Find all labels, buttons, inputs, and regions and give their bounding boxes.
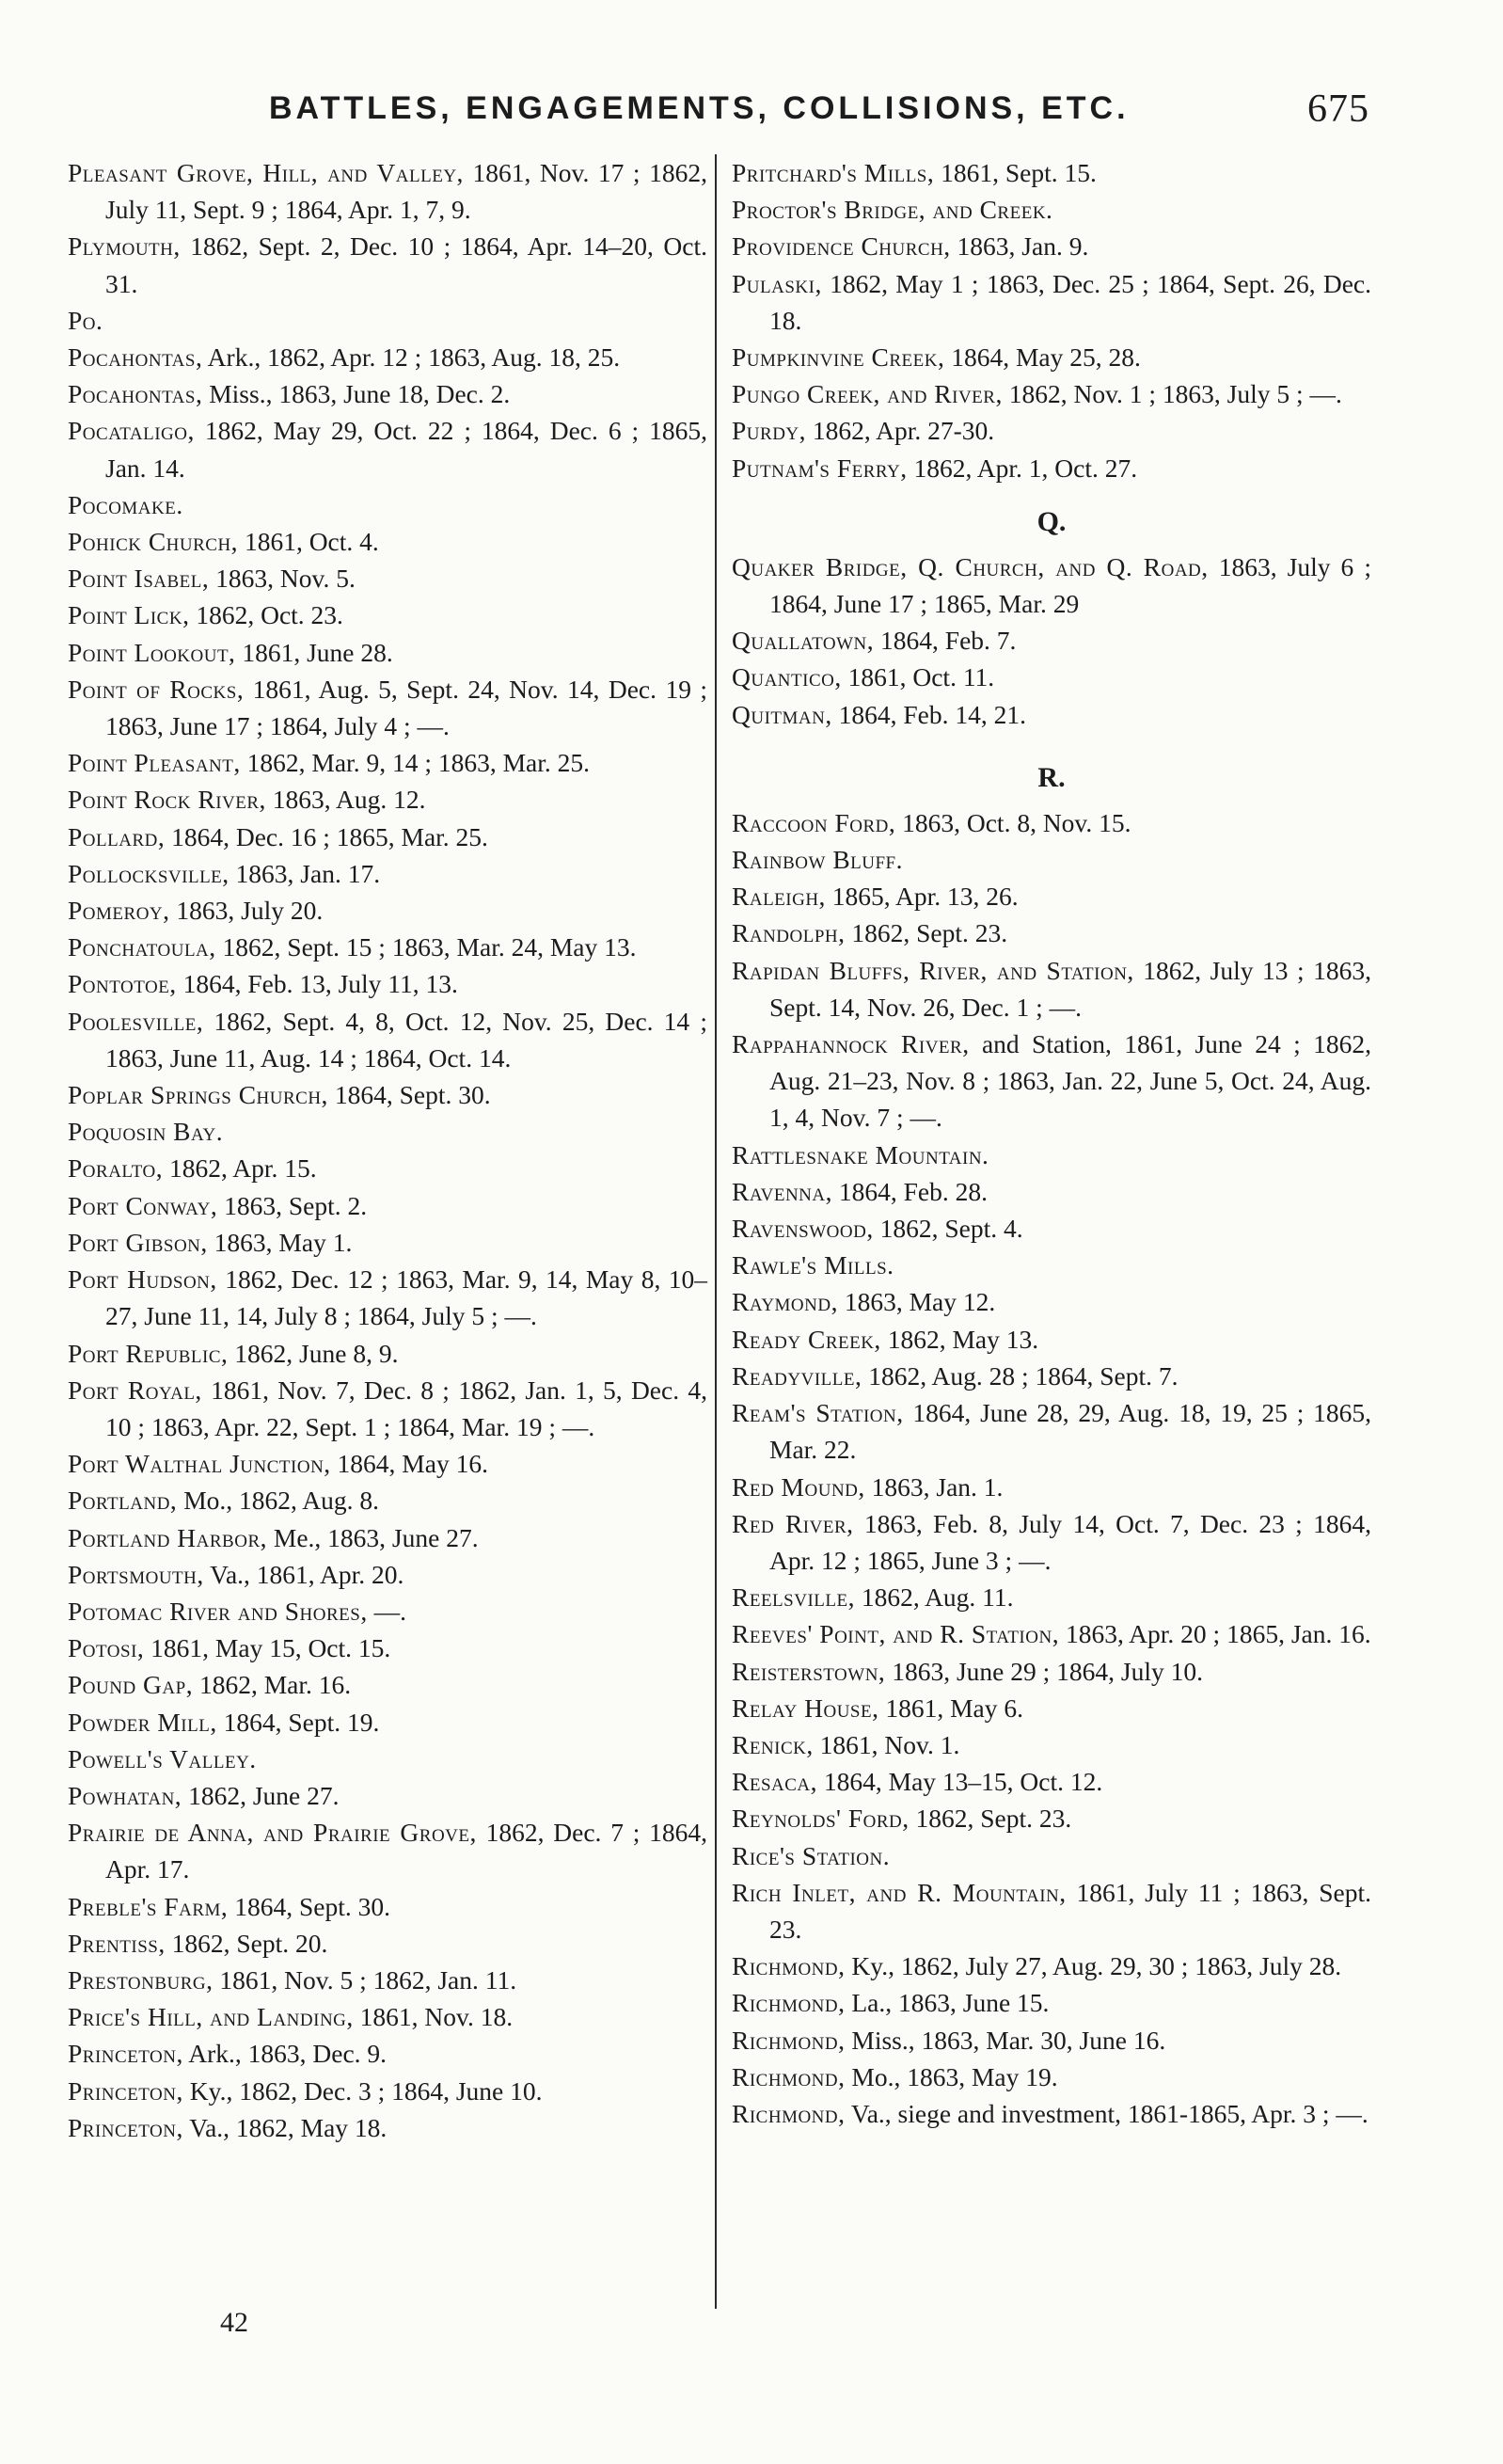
place-name: Rattlesnake Mountain. <box>732 1139 989 1169</box>
column-divider <box>715 154 717 2309</box>
entry-dates: 1861, Nov. 18. <box>353 2002 514 2032</box>
entry-dates: 1862, Apr. 1, Oct. 27. <box>907 453 1138 483</box>
entry-dates: 1863, Jan. 17. <box>229 858 381 888</box>
index-entry <box>68 596 707 633</box>
place-name: Poolesville, <box>68 1006 204 1036</box>
entry-dates: 1862, Aug. 28 ; 1864, Sept. 7. <box>862 1360 1179 1391</box>
index-entry <box>732 1358 1371 1394</box>
place-name: Potosi, <box>68 1633 145 1663</box>
place-name: Powell's Valley. <box>68 1743 257 1773</box>
index-entry <box>68 560 707 596</box>
entry-dates: 1862, Sept. 4. <box>873 1214 1023 1244</box>
place-name: Point Isabel, <box>68 564 210 594</box>
entries-q <box>732 548 1371 733</box>
index-entry <box>68 154 707 228</box>
index-entry <box>732 548 1371 622</box>
entry-dates: 1862, Oct. 23. <box>189 600 343 630</box>
index-entry <box>732 339 1371 375</box>
place-name: Princeton, <box>68 2039 183 2069</box>
entry-dates: 1861, Nov. 5 ; 1862, Jan. 11. <box>213 1964 517 1995</box>
entry-dates: Miss., 1863, Mar. 30, June 16. <box>845 2025 1166 2055</box>
page-number: 675 <box>1307 87 1369 131</box>
place-name: Port Royal, <box>68 1375 202 1405</box>
entry-dates: 1861, July 11 ; 1863, Sept. 23. <box>769 1877 1371 1944</box>
index-entry <box>68 855 707 892</box>
entry-dates: Ark., 1862, Apr. 12 ; 1863, Aug. 18, 25. <box>202 342 621 373</box>
place-name: Point Lookout, <box>68 637 236 667</box>
entry-dates: Va., 1861, Apr. 20. <box>203 1559 404 1589</box>
place-name: Ravenswood, <box>732 1214 874 1244</box>
index-entry <box>68 634 707 671</box>
place-name: Potomac River and Shores, <box>68 1596 368 1626</box>
index-entry <box>68 1704 707 1741</box>
index-entry <box>68 965 707 1002</box>
place-name: Poralto, <box>68 1153 164 1184</box>
index-entry <box>732 1469 1371 1505</box>
entry-dates: 1861, Oct. 4. <box>238 527 379 557</box>
place-name: Ravenna, <box>732 1176 832 1206</box>
place-name: Red River, <box>732 1508 854 1538</box>
entry-dates: 1862, Sept. 23. <box>909 1804 1072 1834</box>
entry-dates: 1862, July 13 ; 1863, Sept. 14, Nov. 26, Dec. 1 ; —. <box>769 955 1371 1022</box>
index-entry <box>732 1025 1371 1137</box>
entry-dates: La., 1863, June 15. <box>845 1988 1050 2018</box>
place-name: Ream's Station, <box>732 1398 904 1428</box>
place-name: Point Lick, <box>68 600 190 630</box>
index-entry <box>68 1150 707 1186</box>
entry-dates: 1864, May 16. <box>330 1449 488 1479</box>
index-entry <box>732 1173 1371 1210</box>
entry-dates: Va., 1862, May 18. <box>182 2112 388 2142</box>
index-entry <box>732 450 1371 486</box>
entry-dates: 1863, July 20. <box>169 896 324 926</box>
place-name: Rapidan Bluffs, River, and Station, <box>732 955 1134 985</box>
place-name: Red Mound, <box>732 1471 865 1502</box>
index-entry <box>68 1888 707 1925</box>
index-entry <box>68 1113 707 1150</box>
place-name: Richmond, <box>732 1951 846 1981</box>
index-entry <box>732 1763 1371 1800</box>
entry-dates: 1863, Jan. 9. <box>950 231 1089 262</box>
entry-dates: Va., siege and investment, 1861-1865, Apr. 3 ; —. <box>845 2098 1369 2128</box>
index-entry <box>68 2109 707 2146</box>
index-entry <box>68 1076 707 1113</box>
index-entry <box>732 1947 1371 1984</box>
place-name: Point Rock River, <box>68 785 266 815</box>
place-name: Reynolds' Ford, <box>732 1804 910 1834</box>
entry-dates: 1863, June 29 ; 1864, July 10. <box>885 1656 1203 1686</box>
entry-dates: 1862, Apr. 27-30. <box>806 416 995 446</box>
place-name: Port Walthal Junction, <box>68 1449 331 1479</box>
place-name: Portsmouth, <box>68 1559 204 1589</box>
place-name: Pomeroy, <box>68 896 170 926</box>
entry-dates: 1864, May 13–15, Oct. 12. <box>817 1767 1103 1797</box>
index-entry <box>732 1653 1371 1690</box>
place-name: Richmond, <box>732 1988 846 2018</box>
place-name: Quallatown, <box>732 626 875 656</box>
place-name: Putnam's Ferry, <box>732 453 908 483</box>
place-name: Rawle's Mills. <box>732 1250 894 1280</box>
entry-dates: 1863, Apr. 20 ; 1865, Jan. 16. <box>1059 1619 1371 1649</box>
index-entry <box>732 154 1371 191</box>
entry-dates: 1862, Dec. 12 ; 1863, Mar. 9, 14, May 8, 10–27, June 11, 14, July 8 ; 1864, July 5 ; —. <box>105 1264 708 1331</box>
index-entry <box>68 1814 707 1887</box>
place-name: Pritchard's Mills, <box>732 158 935 187</box>
entry-dates: —. <box>367 1596 406 1626</box>
place-name: Rice's Station. <box>732 1840 891 1870</box>
entry-dates: 1864, Sept. 30. <box>327 1080 491 1110</box>
place-name: Pocahontas, <box>68 342 203 373</box>
place-name: Powder Mill, <box>68 1707 217 1737</box>
entry-dates: 1864, Dec. 16 ; 1865, Mar. 25. <box>165 821 488 851</box>
place-name: Preble's Farm, <box>68 1891 229 1921</box>
entry-dates: 1861, Sept. 15. <box>934 158 1097 187</box>
place-name: Poquosin Bay. <box>68 1117 224 1147</box>
index-entry <box>68 523 707 560</box>
place-name: Pocataligo, <box>68 416 195 446</box>
entry-dates: 1862, Sept. 4, 8, Oct. 12, Nov. 25, Dec. 14 ; 1863, June 11, Aug. 14 ; 1864, Oct. 14. <box>105 1006 707 1073</box>
place-name: Port Gibson, <box>68 1227 208 1257</box>
index-entry <box>68 1261 707 1334</box>
section-letter-q: Q. <box>1036 505 1067 537</box>
place-name: Port Hudson, <box>68 1264 217 1295</box>
entry-dates: 1862, Sept. 15 ; 1863, Mar. 24, May 13. <box>215 932 637 962</box>
index-entry <box>732 1837 1371 1874</box>
place-name: Plymouth, <box>68 231 181 262</box>
entry-dates: 1862, June 8, 9. <box>228 1338 399 1368</box>
index-entry <box>732 191 1371 228</box>
place-name: Point Pleasant, <box>68 748 241 778</box>
place-name: Proctor's Bridge, and Creek. <box>732 195 1053 225</box>
entry-dates: 1864, May 25, 28. <box>944 342 1141 373</box>
place-name: Portland Harbor, <box>68 1522 267 1552</box>
signature-mark: 42 <box>220 2307 248 2338</box>
entry-dates: 1862, May 29, Oct. 22 ; 1864, Dec. 6 ; 1865, Jan. 14. <box>105 416 707 483</box>
index-entry <box>732 804 1371 841</box>
index-entry <box>732 696 1371 733</box>
entry-dates: 1862, Aug. 11. <box>854 1582 1014 1613</box>
index-entry <box>68 929 707 965</box>
index-entry <box>732 1321 1371 1358</box>
index-entry <box>732 2022 1371 2059</box>
place-name: Pohick Church, <box>68 527 239 557</box>
entry-dates: 1861, Oct. 11. <box>841 662 995 692</box>
index-entry <box>68 1666 707 1703</box>
place-name: Renick, <box>732 1729 814 1759</box>
place-name: Randolph, <box>732 918 846 948</box>
place-name: Raymond, <box>732 1287 838 1317</box>
place-name: Ready Creek, <box>732 1324 881 1354</box>
index-entry <box>68 1335 707 1372</box>
place-name: Richmond, <box>732 2061 846 2091</box>
entry-dates: Miss., 1863, June 18, Dec. 2. <box>202 379 511 409</box>
entry-dates: 1863, Oct. 8, Nov. 15. <box>895 807 1131 837</box>
place-name: Resaca, <box>732 1767 818 1797</box>
index-entry <box>68 819 707 855</box>
place-name: Providence Church, <box>732 231 951 262</box>
index-entry <box>68 1187 707 1224</box>
place-name: Powhatan, <box>68 1780 182 1810</box>
index-entry <box>68 228 707 301</box>
place-name: Princeton, <box>68 2075 183 2106</box>
place-name: Purdy, <box>732 416 807 446</box>
place-name: Port Conway, <box>68 1190 218 1220</box>
index-entry <box>68 892 707 929</box>
index-entry <box>732 1137 1371 1173</box>
left-column <box>68 154 707 2146</box>
entry-dates: 1861, Nov. 17 ; 1862, July 11, Sept. 9 ; 1864, Apr. 1, 7, 9. <box>105 158 707 225</box>
entry-dates: Me., 1863, June 27. <box>267 1522 479 1552</box>
entry-dates: 1862, Mar. 9, 14 ; 1863, Mar. 25. <box>240 748 591 778</box>
place-name: Pocomake. <box>68 489 183 519</box>
place-name: Pound Gap, <box>68 1670 194 1700</box>
section-letter-r: R. <box>1037 761 1066 793</box>
index-entry <box>732 1615 1371 1652</box>
place-name: Rappahannock River, <box>732 1029 970 1059</box>
place-name: Port Republic, <box>68 1338 229 1368</box>
place-name: Reeves' Point, and R. Station, <box>732 1619 1060 1649</box>
entry-dates: 1863, Nov. 5. <box>209 564 356 594</box>
index-entry <box>68 1741 707 1777</box>
index-entry <box>68 1998 707 2035</box>
place-name: Ponchatoula, <box>68 932 216 962</box>
place-name: Pumpkinvine Creek, <box>732 342 945 373</box>
index-entry <box>732 659 1371 695</box>
entry-dates: 1862, May 1 ; 1863, Dec. 25 ; 1864, Sept. 26, Dec. 18. <box>769 268 1371 335</box>
index-entry <box>732 228 1371 264</box>
entry-dates: 1863, July 6 ; 1864, June 17 ; 1865, Mar. 29 <box>769 551 1371 619</box>
index-entry <box>68 339 707 375</box>
index-entry <box>68 671 707 744</box>
running-head: BATTLES, ENGAGEMENTS, COLLISIONS, ETC. <box>269 90 1130 126</box>
index-entry <box>68 1777 707 1814</box>
index-entry <box>68 2073 707 2109</box>
entry-dates: 1863, Jan. 1. <box>864 1471 1004 1502</box>
entry-dates: 1865, Apr. 13, 26. <box>825 882 1019 912</box>
place-name: Reelsville, <box>732 1582 855 1613</box>
place-name: Pungo Creek, and River, <box>732 379 1003 409</box>
index-entry <box>732 1690 1371 1726</box>
index-entry <box>732 622 1371 659</box>
entry-dates: 1864, June 28, 29, Aug. 18, 19, 25 ; 1865, Mar. 22. <box>769 1398 1371 1465</box>
index-entry <box>732 1505 1371 1579</box>
entry-dates: 1863, Sept. 2. <box>217 1190 368 1220</box>
place-name: Prestonburg, <box>68 1964 214 1995</box>
index-entry <box>68 1003 707 1076</box>
index-entry <box>68 486 707 523</box>
entry-dates: Ky., 1862, Dec. 3 ; 1864, June 10. <box>182 2075 543 2106</box>
entry-dates: 1862, Sept. 2, Dec. 10 ; 1864, Apr. 14–20, Oct. 31. <box>105 231 707 298</box>
page-header <box>62 87 1369 137</box>
entry-dates: 1861, May 6. <box>878 1693 1024 1723</box>
index-entry <box>68 1224 707 1261</box>
index-entry <box>732 878 1371 914</box>
entry-dates: 1863, May 12. <box>837 1287 996 1317</box>
entry-dates: 1863, Aug. 12. <box>265 785 426 815</box>
index-entry <box>732 1874 1371 1947</box>
place-name: Poplar Springs Church, <box>68 1080 328 1110</box>
index-entry <box>732 1984 1371 2021</box>
place-name: Pocahontas, <box>68 379 203 409</box>
place-name: Prentiss, <box>68 1928 166 1958</box>
index-entry <box>732 265 1371 339</box>
index-entry <box>68 1482 707 1518</box>
entry-dates: 1864, Feb. 13, July 11, 13. <box>176 969 458 999</box>
entry-dates: 1862, May 13. <box>880 1324 1039 1354</box>
place-name: Pleasant Grove, Hill, and Valley, <box>68 158 464 187</box>
index-entry <box>68 375 707 412</box>
place-name: Prairie de Anna, and Prairie Grove, <box>68 1818 477 1848</box>
place-name: Portland, <box>68 1486 178 1516</box>
index-entry <box>68 1372 707 1445</box>
entry-dates: Ark., 1863, Dec. 9. <box>182 2039 388 2069</box>
entry-dates: 1862, Sept. 20. <box>165 1928 328 1958</box>
index-entry <box>732 1247 1371 1283</box>
index-entry <box>732 841 1371 878</box>
place-name: Quitman, <box>732 699 832 729</box>
entry-dates: 1863, May 1. <box>207 1227 353 1257</box>
entry-dates: 1862, Nov. 1 ; 1863, July 5 ; —. <box>1002 379 1342 409</box>
index-entry <box>732 1579 1371 1615</box>
entry-dates: 1862, Dec. 7 ; 1864, Apr. 17. <box>105 1818 707 1884</box>
entry-dates: 1862, Mar. 16. <box>193 1670 352 1700</box>
index-entry <box>68 1593 707 1629</box>
place-name: Pollard, <box>68 821 166 851</box>
index-entry <box>68 1925 707 1962</box>
entry-dates: 1861, Nov. 7, Dec. 8 ; 1862, Jan. 1, 5, Dec. 4, 10 ; 1863, Apr. 22, Sept. 1 ; 1864, Mar. 19 ; —. <box>105 1375 707 1441</box>
entry-dates: 1864, Feb. 28. <box>831 1176 988 1206</box>
place-name: Raleigh, <box>732 882 826 912</box>
entry-dates: 1861, May 15, Oct. 15. <box>144 1633 391 1663</box>
index-entry <box>732 1800 1371 1836</box>
place-name: Price's Hill, and Landing, <box>68 2002 354 2032</box>
place-name: Raccoon Ford, <box>732 807 896 837</box>
index-entry <box>68 302 707 339</box>
entry-dates: 1861, Nov. 1. <box>813 1729 960 1759</box>
index-entry <box>68 1445 707 1482</box>
index-entry <box>732 1210 1371 1247</box>
place-name: Richmond, <box>732 2025 846 2055</box>
place-name: Princeton, <box>68 2112 183 2142</box>
index-entry <box>732 914 1371 951</box>
index-entry <box>732 952 1371 1025</box>
place-name: Quaker Bridge, Q. Church, and Q. Road, <box>732 551 1209 581</box>
index-entry <box>68 412 707 485</box>
index-entry <box>68 1556 707 1593</box>
entry-dates: Mo., 1862, Aug. 8. <box>177 1486 379 1516</box>
place-name: Quantico, <box>732 662 842 692</box>
index-entry <box>732 412 1371 449</box>
entry-dates: 1864, Sept. 30. <box>228 1891 390 1921</box>
entry-dates: 1862, Apr. 15. <box>163 1153 317 1184</box>
entry-dates: 1861, June 28. <box>235 637 393 667</box>
place-name: Pulaski, <box>732 268 822 298</box>
entry-dates: Ky., 1862, July 27, Aug. 29, 30 ; 1863, July 28. <box>845 1951 1342 1981</box>
entry-dates: 1862, June 27. <box>182 1780 340 1810</box>
place-name: Rich Inlet, and R. Mountain, <box>732 1877 1067 1907</box>
entry-dates: 1862, Sept. 23. <box>845 918 1008 948</box>
index-entry <box>732 1283 1371 1320</box>
entries-r <box>732 804 1371 2132</box>
index-entry <box>732 375 1371 412</box>
place-name: Pontotoe, <box>68 969 177 999</box>
index-entry <box>68 744 707 781</box>
place-name: Rainbow Bluff. <box>732 845 903 875</box>
entry-dates: 1864, Feb. 7. <box>874 626 1017 656</box>
place-name: Pollocksville, <box>68 858 229 888</box>
index-entry <box>68 1519 707 1556</box>
entry-dates: Mo., 1863, May 19. <box>845 2061 1058 2091</box>
place-name: Readyville, <box>732 1360 862 1391</box>
entry-dates: 1864, Sept. 19. <box>216 1707 380 1737</box>
right-column <box>732 154 1371 2132</box>
entry-dates: and Station, 1861, June 24 ; 1862, Aug. 21–23, Nov. 8 ; 1863, Jan. 22, June 5, Oct. 24, Aug. 1, 4, Nov. 7 ; —. <box>769 1029 1371 1133</box>
index-entry <box>68 781 707 818</box>
place-name: Relay House, <box>732 1693 879 1723</box>
entry-dates: 1864, Feb. 14, 21. <box>831 699 1026 729</box>
entry-dates: 1863, Feb. 8, July 14, Oct. 7, Dec. 23 ; 1864, Apr. 12 ; 1865, June 3 ; —. <box>769 1508 1371 1575</box>
entry-dates: 1861, Aug. 5, Sept. 24, Nov. 14, Dec. 19 ; 1863, June 17 ; 1864, July 4 ; —. <box>105 674 708 741</box>
place-name: Richmond, <box>732 2098 846 2128</box>
place-name: Point of Rocks, <box>68 674 245 704</box>
index-entry <box>732 2059 1371 2095</box>
index-entry <box>732 2095 1371 2132</box>
place-name: Po. <box>68 305 103 335</box>
index-entry <box>68 2035 707 2072</box>
index-entry <box>68 1962 707 1998</box>
entries-p-continued <box>732 154 1371 486</box>
place-name: Reisterstown, <box>732 1656 886 1686</box>
index-entry <box>68 1629 707 1666</box>
index-entry <box>732 1726 1371 1763</box>
index-entry <box>732 1394 1371 1468</box>
